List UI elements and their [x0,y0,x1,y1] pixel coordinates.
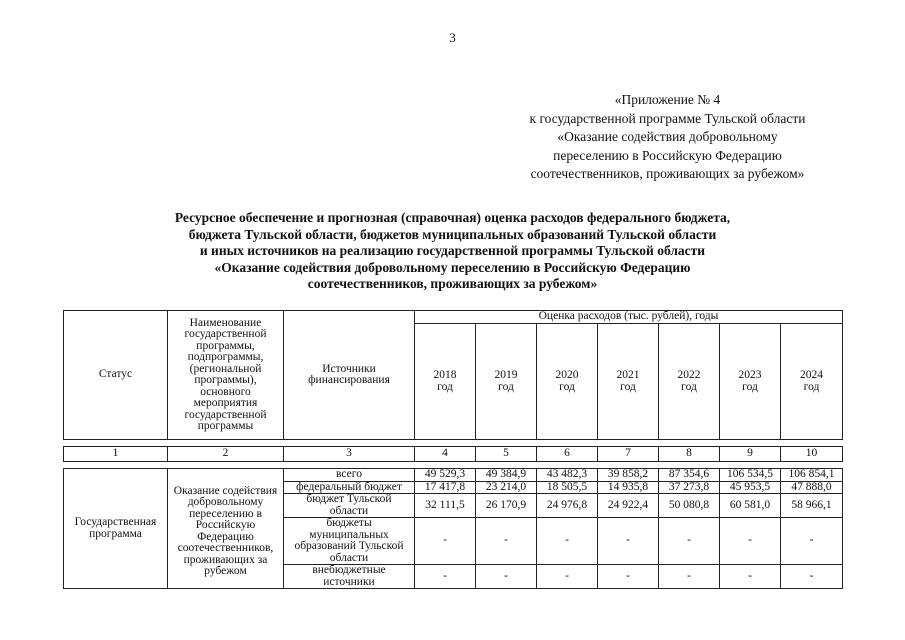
year-unit: год [681,380,697,393]
program-name-cell: Оказание содействия добровольному переселению в Российскую Федерацию соотечественников, проживающих за рубежом [168,469,284,589]
year-unit: год [803,380,820,393]
value-cell: - [781,565,843,589]
appendix-heading [500,91,835,184]
year-value: 2018 [433,369,457,381]
column-number: 2 [168,447,284,462]
year-unit: год [620,380,636,393]
page-number: 3 [449,30,456,45]
value-cell: 39 858,2 [598,469,659,482]
column-number: 4 [415,447,476,462]
source-cell: бюджет Тульской области [284,494,415,518]
status-cell: Государственная программа [64,469,168,589]
column-number-row [64,447,843,462]
value-cell: 32 111,5 [415,494,476,518]
source-cell: внебюджетные источники [284,565,415,589]
year-value: 2023 [738,369,762,381]
header-status: Статус [64,311,168,440]
year-unit: год [498,380,514,393]
source-cell: бюджеты муниципальных образований Тульской области [284,518,415,565]
value-cell: - [415,565,476,589]
value-cell: 24 922,4 [598,494,659,518]
value-cell: 23 214,0 [476,481,537,494]
title-line: бюджета Тульской области, бюджетов муниципальных образований Тульской области [188,226,717,242]
column-number: 6 [537,447,598,462]
header-year [659,324,720,440]
header-row [64,311,843,324]
value-cell: 26 170,9 [476,494,537,518]
year-value: 2020 [555,369,579,381]
value-cell: - [598,518,659,565]
year-value: 2021 [616,369,640,381]
year-unit: год [559,380,575,393]
value-cell: 17 417,8 [415,481,476,494]
value-cell: - [659,518,720,565]
value-cell: 106 854,1 [781,469,843,482]
year-value: 2022 [677,369,701,381]
header-year [598,324,659,440]
header-estimate: Оценка расходов (тыс. рублей), годы [415,311,843,324]
column-number: 5 [476,447,537,462]
value-cell: 43 482,3 [537,469,598,482]
year-value: 2019 [494,369,518,381]
header-gap [64,440,843,447]
column-number: 7 [598,447,659,462]
value-cell: - [537,518,598,565]
header-year [537,324,598,440]
document-title [40,210,865,293]
value-cell: 50 080,8 [659,494,720,518]
value-cell: 58 966,1 [781,494,843,518]
value-cell: 49 384,9 [476,469,537,482]
title-line: Ресурсное обеспечение и прогнозная (справочная) оценка расходов федерального бюджета, [174,210,731,225]
value-cell: 45 953,5 [720,481,781,494]
value-cell: 60 581,0 [720,494,781,518]
value-cell: - [476,518,537,565]
column-number: 9 [720,447,781,462]
appendix-line: «Оказание содействия добровольному [557,129,778,144]
source-cell: федеральный бюджет [284,481,415,494]
source-cell: всего [284,469,415,482]
column-number: 3 [284,447,415,462]
value-cell: - [720,565,781,589]
title-line: и иных источников на реализацию государственной программы Тульской области [199,243,706,258]
value-cell: 47 888,0 [781,481,843,494]
table-row [64,469,843,482]
appendix-line: «Приложение № 4 [614,92,721,107]
value-cell: - [476,565,537,589]
value-cell: - [415,518,476,565]
appendix-line: к государственной программе Тульской области [529,110,806,126]
year-unit: год [437,380,453,393]
year-value: 2024 [800,369,824,381]
value-cell: 49 529,3 [415,469,476,482]
resources-table [63,310,843,589]
header-year [720,324,781,440]
header-name: Наименование государственной программы, подпрограммы, (региональной программы), основного мероприятия государственной программы [168,311,284,440]
header-year [415,324,476,440]
value-cell: - [781,518,843,565]
value-cell: - [720,518,781,565]
value-cell: 87 354,6 [659,469,720,482]
value-cell: 106 534,5 [720,469,781,482]
header-year [781,324,843,440]
value-cell: 18 505,5 [537,481,598,494]
value-cell: - [659,565,720,589]
appendix-line: переселению в Российскую Федерацию [553,147,782,163]
value-cell: - [598,565,659,589]
appendix-line: соотечественников, проживающих за рубежом» [530,166,805,181]
gap-cell [64,440,843,447]
title-line: соотечественников, проживающих за рубежом» [307,276,598,291]
column-number: 8 [659,447,720,462]
title-line: «Оказание содействия добровольному переселению в Российскую Федерацию [214,259,691,275]
column-number: 1 [64,447,168,462]
value-cell: - [537,565,598,589]
header-sources: Источники финансирования [284,311,415,440]
column-number: 10 [781,447,843,462]
header-year [476,324,537,440]
value-cell: 24 976,8 [537,494,598,518]
value-cell: 14 935,8 [598,481,659,494]
year-unit: год [742,380,758,393]
value-cell: 37 273,8 [659,481,720,494]
